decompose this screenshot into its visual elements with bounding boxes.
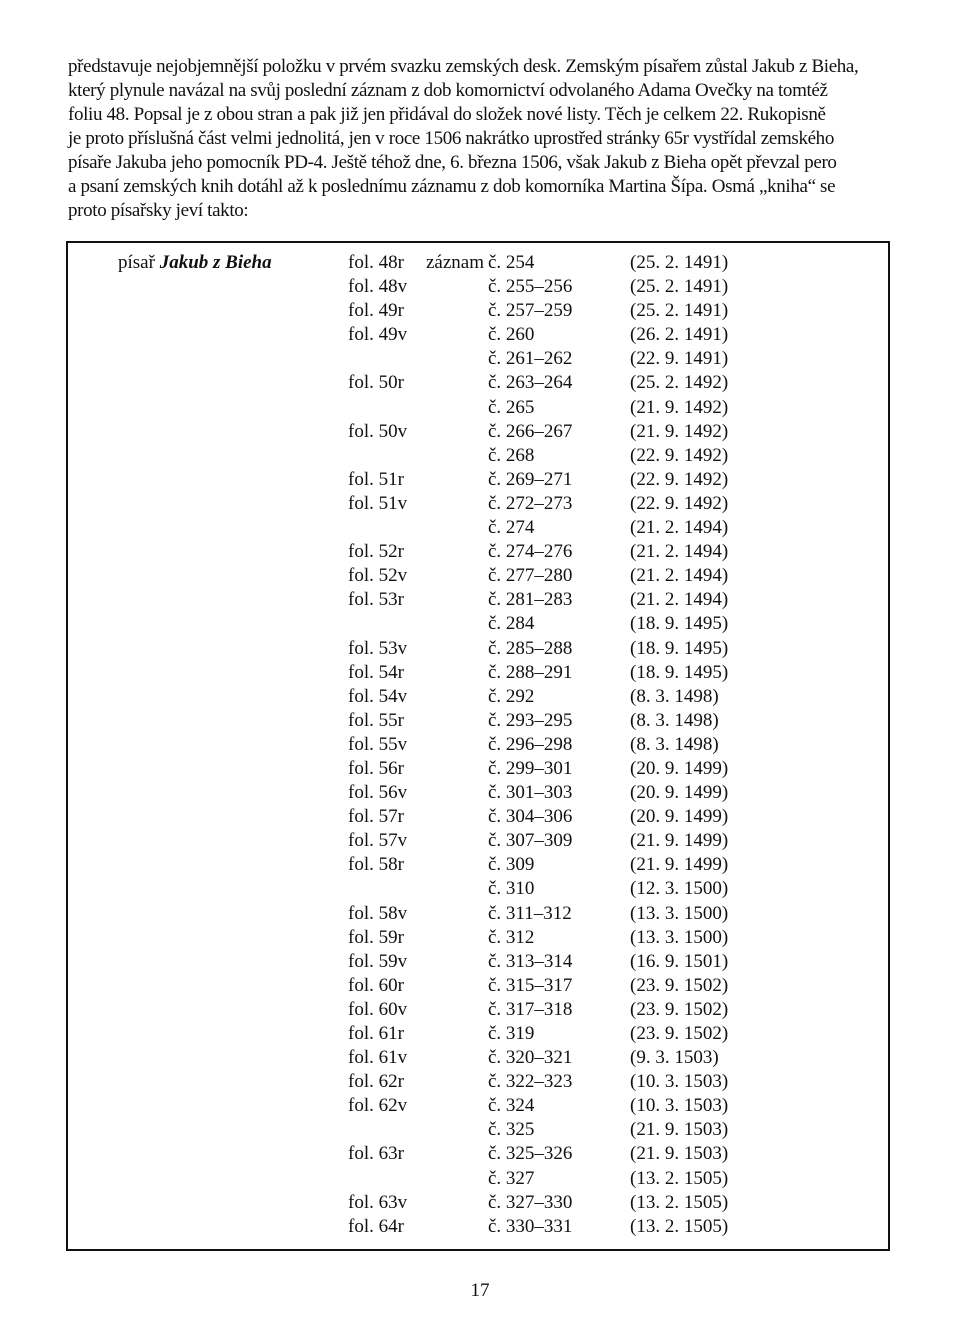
table-row: [68, 926, 888, 950]
record-number-cell: č. 330–331: [488, 1215, 573, 1237]
table-row: [68, 420, 888, 444]
record-number-cell: č. 254: [488, 252, 535, 273]
table-row: [68, 347, 888, 371]
date-cell: (13. 2. 1505): [630, 1191, 729, 1213]
table-row: [68, 829, 888, 853]
table-row: [68, 877, 888, 901]
record-number-cell: č. 324: [488, 1095, 535, 1117]
record-number-cell: č. 315–317: [488, 974, 573, 996]
record-number-cell: č. 310: [488, 878, 535, 900]
table-row: [68, 853, 888, 877]
table-row: [68, 1070, 888, 1094]
record-number-cell: č. 311–312: [488, 902, 572, 924]
scribe-cell: [118, 251, 272, 275]
table-row: [68, 588, 888, 612]
folio-cell: fol. 53r: [348, 589, 404, 611]
record-number-cell: č. 260: [488, 324, 535, 346]
table-row: [68, 1215, 888, 1239]
table-row: [68, 974, 888, 998]
folio-cell: fol. 60r: [348, 974, 404, 996]
date-cell: (18. 9. 1495): [630, 637, 729, 659]
date-cell: (10. 3. 1503): [630, 1071, 729, 1093]
record-number-cell: č. 327: [488, 1167, 535, 1189]
table-row: [68, 709, 888, 733]
table-row: [68, 902, 888, 926]
folio-cell: fol. 58v: [348, 902, 408, 924]
record-number-cell: č. 285–288: [488, 637, 573, 659]
table-row: [68, 1022, 888, 1046]
folio-cell: fol. 57r: [348, 806, 404, 828]
scribe-table-frame: [66, 241, 890, 1251]
folio-cell: fol. 58r: [348, 854, 404, 876]
date-cell: (9. 3. 1503): [630, 1047, 719, 1069]
table-row: [68, 1142, 888, 1166]
record-number-cell: č. 263–264: [488, 372, 573, 394]
date-cell: (13. 3. 1500): [630, 902, 729, 924]
table-row: [68, 950, 888, 974]
date-cell: (26. 2. 1491): [630, 324, 729, 346]
date-cell: (22. 9. 1492): [630, 492, 729, 514]
folio-cell: fol. 51r: [348, 468, 404, 490]
folio-cell: fol. 62r: [348, 1071, 404, 1093]
date-cell: (13. 3. 1500): [630, 926, 729, 948]
record-number-cell: č. 269–271: [488, 468, 573, 490]
date-cell: (10. 3. 1503): [630, 1095, 729, 1117]
intro-paragraph: [68, 55, 896, 223]
scribe-label: písař: [118, 252, 155, 273]
intro-line: foliu 48. Popsal je z obou stran a pak již jen přidával do složek nové listy. Těch je celkem 22. Rukopisně: [68, 104, 826, 125]
folio-cell: fol. 52r: [348, 541, 404, 563]
table-row: [68, 371, 888, 395]
folio-cell: fol. 64r: [348, 1215, 404, 1237]
record-number-cell: č. 257–259: [488, 300, 573, 322]
date-cell: (21. 9. 1503): [630, 1119, 729, 1141]
intro-line: písaře Jakuba jeho pomocník PD-4. Ještě téhož dne, 6. března 1506, však Jakub z Bieha opět převzal pero: [68, 152, 837, 173]
record-number-cell: č. 301–303: [488, 782, 573, 804]
folio-cell: fol. 61r: [348, 1023, 404, 1044]
date-cell: (23. 9. 1502): [630, 974, 729, 996]
date-cell: (21. 9. 1503): [630, 1143, 729, 1165]
folio-cell: fol. 59v: [348, 950, 408, 972]
table-row: [68, 275, 888, 299]
date-cell: (25. 2. 1491): [630, 252, 729, 273]
table-row: [68, 733, 888, 757]
date-cell: (21. 9. 1499): [630, 854, 729, 876]
date-cell: (20. 9. 1499): [630, 782, 729, 804]
folio-cell: fol. 48r: [348, 252, 404, 273]
date-cell: (20. 9. 1499): [630, 806, 729, 828]
table-row: [68, 805, 888, 829]
folio-cell: fol. 60v: [348, 998, 408, 1020]
table-row: [68, 661, 888, 685]
record-number-cell: č. 293–295: [488, 709, 573, 731]
table-row: [68, 1046, 888, 1070]
scribe-table: [68, 251, 888, 1239]
folio-cell: fol. 55v: [348, 733, 408, 755]
folio-cell: fol. 52v: [348, 565, 408, 587]
date-cell: (21. 9. 1499): [630, 830, 729, 852]
folio-cell: fol. 49r: [348, 300, 404, 322]
record-number-cell: č. 307–309: [488, 830, 573, 852]
folio-cell: fol. 56v: [348, 782, 408, 804]
folio-cell: fol. 50v: [348, 420, 408, 442]
record-number-cell: č. 281–283: [488, 589, 573, 611]
record-number-cell: č. 284: [488, 613, 535, 635]
table-row: [68, 998, 888, 1022]
folio-cell: fol. 51v: [348, 492, 408, 514]
record-label: záznam: [426, 252, 485, 273]
record-number-cell: č. 265: [488, 396, 535, 418]
date-cell: (25. 2. 1492): [630, 372, 729, 394]
record-number-cell: č. 272–273: [488, 492, 573, 514]
date-cell: (23. 9. 1502): [630, 998, 729, 1020]
table-row: [68, 251, 888, 275]
record-number-cell: č. 274: [488, 517, 535, 539]
folio-cell: fol. 54r: [348, 661, 404, 683]
table-row: [68, 1118, 888, 1142]
table-row: [68, 492, 888, 516]
record-number-cell: č. 322–323: [488, 1071, 573, 1093]
record-number-cell: č. 325–326: [488, 1143, 573, 1165]
table-row: [68, 299, 888, 323]
date-cell: (12. 3. 1500): [630, 878, 729, 900]
record-number-cell: č. 296–298: [488, 733, 573, 755]
date-cell: (20. 9. 1499): [630, 757, 729, 779]
record-number-cell: č. 288–291: [488, 661, 573, 683]
folio-cell: fol. 61v: [348, 1047, 408, 1069]
table-row: [68, 1191, 888, 1215]
date-cell: (21. 2. 1494): [630, 541, 729, 563]
date-cell: (8. 3. 1498): [630, 685, 719, 707]
date-cell: (21. 2. 1494): [630, 589, 729, 611]
table-row: [68, 540, 888, 564]
folio-cell: fol. 53v: [348, 637, 408, 659]
folio-cell: fol. 57v: [348, 830, 408, 852]
table-row: [68, 781, 888, 805]
table-row: [68, 468, 888, 492]
date-cell: (18. 9. 1495): [630, 661, 729, 683]
table-row: [68, 516, 888, 540]
folio-cell: fol. 63r: [348, 1143, 404, 1165]
folio-cell: fol. 62v: [348, 1095, 408, 1117]
folio-cell: fol. 56r: [348, 757, 404, 779]
table-row: [68, 1094, 888, 1118]
intro-line: představuje nejobjemnější položku v prvém svazku zemských desk. Zemským písařem zůstal Jakub z Bieha,: [68, 56, 859, 77]
folio-cell: fol. 50r: [348, 372, 404, 394]
intro-line: proto písařsky jeví takto:: [68, 200, 249, 221]
table-row: [68, 757, 888, 781]
folio-cell: fol. 49v: [348, 324, 408, 346]
date-cell: (16. 9. 1501): [630, 950, 729, 972]
date-cell: (22. 9. 1491): [630, 348, 729, 370]
date-cell: (8. 3. 1498): [630, 709, 719, 731]
scribe-name: Jakub z Bieha: [159, 252, 272, 273]
intro-line: a psaní zemských knih dotáhl až k poslednímu záznamu z dob komorníka Martina Šípa. Osmá „kniha“ se: [68, 176, 836, 197]
date-cell: (13. 2. 1505): [630, 1215, 729, 1237]
record-number-cell: č. 292: [488, 685, 535, 707]
table-row: [68, 564, 888, 588]
date-cell: (22. 9. 1492): [630, 444, 729, 466]
date-cell: (25. 2. 1491): [630, 276, 729, 298]
intro-line: který plynule navázal na svůj poslední záznam z dob komornictví odvolaného Adama Ovečky na tomtéž: [68, 80, 828, 101]
table-row: [68, 1167, 888, 1191]
date-cell: (21. 9. 1492): [630, 420, 729, 442]
folio-cell: fol. 55r: [348, 709, 404, 731]
folio-cell: fol. 63v: [348, 1191, 408, 1213]
date-cell: (22. 9. 1492): [630, 468, 729, 490]
record-number-cell: č. 320–321: [488, 1047, 573, 1069]
record-number-cell: č. 299–301: [488, 757, 573, 779]
table-row: [68, 612, 888, 636]
record-number-cell: č. 274–276: [488, 541, 573, 563]
table-row: [68, 323, 888, 347]
record-number-cell: č. 313–314: [488, 950, 573, 972]
intro-line: je proto příslušná část velmi jednolitá, jen v roce 1506 nakrátko uprostřed stránky 65r vystřídal zemského: [68, 128, 834, 149]
page-number: 17: [470, 1280, 490, 1301]
date-cell: (18. 9. 1495): [630, 613, 729, 635]
record-number-cell: č. 312: [488, 926, 535, 948]
date-cell: (23. 9. 1502): [630, 1023, 729, 1044]
date-cell: (25. 2. 1491): [630, 300, 729, 322]
table-row: [68, 396, 888, 420]
record-number-cell: č. 309: [488, 854, 535, 876]
table-row: [68, 444, 888, 468]
record-number-cell: č. 255–256: [488, 276, 573, 298]
date-cell: (21. 2. 1494): [630, 565, 729, 587]
folio-cell: fol. 48v: [348, 276, 408, 298]
record-number-cell: č. 268: [488, 444, 535, 466]
record-number-cell: č. 327–330: [488, 1191, 573, 1213]
table-row: [68, 685, 888, 709]
date-cell: (21. 9. 1492): [630, 396, 729, 418]
record-number-cell: č. 325: [488, 1119, 535, 1141]
record-number-cell: č. 277–280: [488, 565, 573, 587]
table-row: [68, 637, 888, 661]
date-cell: (21. 2. 1494): [630, 517, 729, 539]
folio-cell: fol. 59r: [348, 926, 404, 948]
record-number-cell: č. 319: [488, 1023, 535, 1044]
folio-cell: fol. 54v: [348, 685, 408, 707]
record-number-cell: č. 304–306: [488, 806, 573, 828]
record-number-cell: č. 261–262: [488, 348, 573, 370]
record-number-cell: č. 266–267: [488, 420, 573, 442]
date-cell: (8. 3. 1498): [630, 733, 719, 755]
date-cell: (13. 2. 1505): [630, 1167, 729, 1189]
record-number-cell: č. 317–318: [488, 998, 573, 1020]
